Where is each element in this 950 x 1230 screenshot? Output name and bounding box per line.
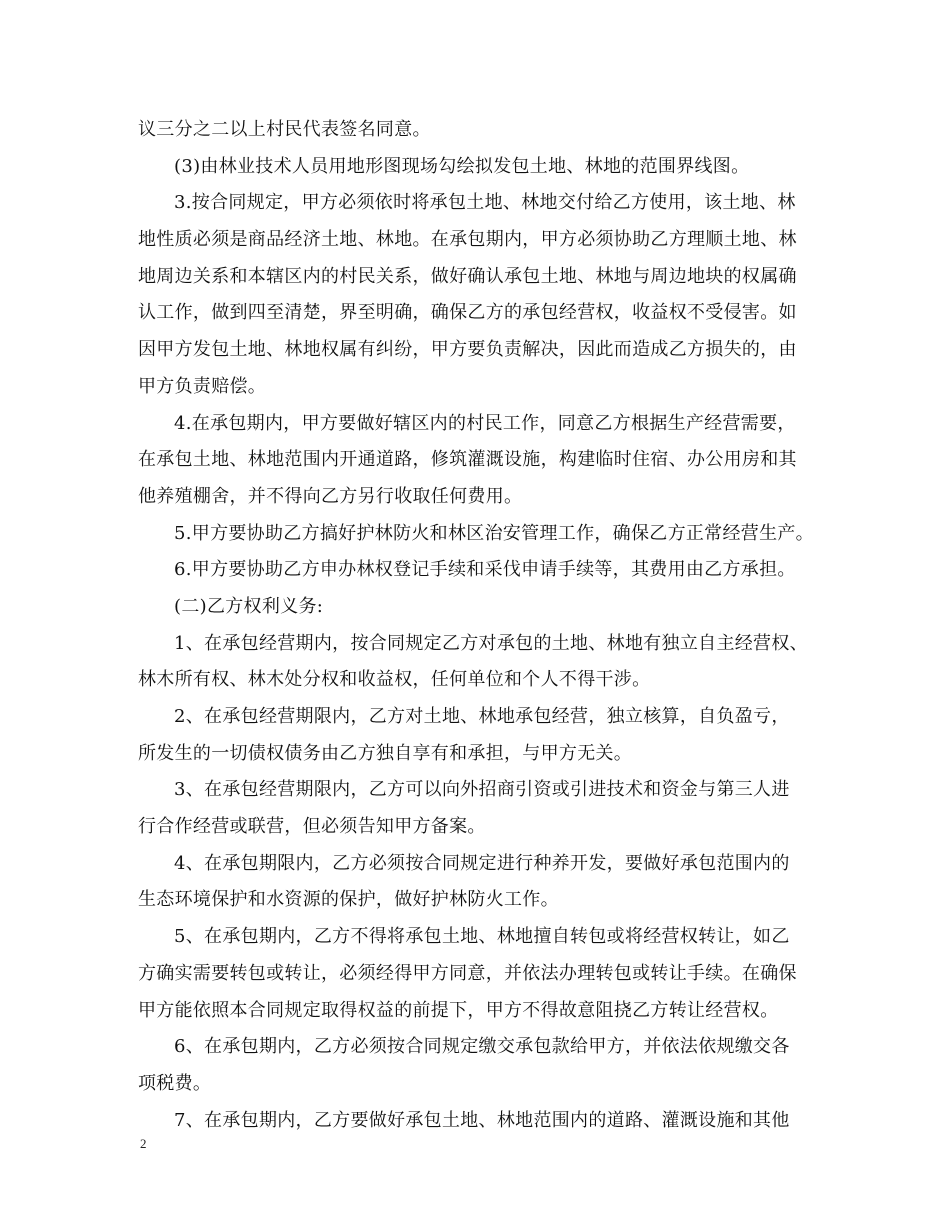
text-line: 5、在承包期内，乙方不得将承包土地、林地擅自转包或将经营权转让，如乙	[174, 926, 790, 948]
text-line: 甲方能依照本合同规定取得权益的前提下，甲方不得故意阻挠乙方转让经营权。	[138, 999, 779, 1021]
text-line: 议三分之二以上村民代表签名同意。	[138, 119, 431, 140]
text-line: 方确实需要转包或转让，必须经得甲方同意，并依法办理转包或转让手续。在确保	[138, 962, 797, 984]
text-line: 3.按合同规定，甲方必须依时将承包土地、林地交付给乙方使用，该土地、林	[174, 192, 796, 214]
text-line: 7、在承包期内，乙方要做好承包土地、林地范围内的道路、灌溉设施和其他	[174, 1109, 790, 1131]
text-line: 5.甲方要协助乙方搞好护林防火和林区治安管理工作，确保乙方正常经营生产。	[174, 522, 814, 544]
text-line: 1、在承包经营期内，按合同规定乙方对承包的土地、林地有独立自主经营权、	[174, 632, 808, 654]
text-line: 6、在承包期内，乙方必须按合同规定缴交承包款给甲方，并依法依规缴交各	[174, 1036, 790, 1058]
text-line: 3、在承包经营期限内，乙方可以向外招商引资或引进技术和资金与第三人进	[174, 779, 790, 801]
text-line: (二)乙方权利义务:	[174, 595, 324, 617]
text-line: 行合作经营或联营，但必须告知甲方备案。	[138, 816, 486, 838]
document-body	[138, 112, 828, 1139]
text-line: 2、在承包经营期限内，乙方对土地、林地承包经营，独立核算，自负盈亏，	[174, 706, 790, 727]
text-line: (3)由林业技术人员用地形图现场勾绘拟发包土地、林地的范围界线图。	[174, 155, 750, 177]
text-line: 因甲方发包土地、林地权属有纠纷，甲方要负责解决，因此而造成乙方损失的，由	[138, 339, 797, 361]
text-line: 4.在承包期内，甲方要做好辖区内的村民工作，同意乙方根据生产经营需要，	[174, 412, 796, 434]
text-line: 生态环境保护和水资源的保护，做好护林防火工作。	[138, 889, 559, 911]
text-line: 4、在承包期限内，乙方必须按合同规定进行种养开发，要做好承包范围内的	[174, 852, 790, 874]
text-line: 项税费。	[138, 1072, 212, 1094]
text-line: 甲方负责赔偿。	[138, 375, 267, 397]
text-line: 在承包土地、林地范围内开通道路，修筑灌溉设施，构建临时住宿、办公用房和其	[138, 449, 797, 471]
text-line: 地性质必须是商品经济土地、林地。在承包期内，甲方必须协助乙方理顺土地、林	[138, 229, 797, 251]
text-line: 认工作，做到四至清楚，界至明确，确保乙方的承包经营权，收益权不受侵害。如	[138, 302, 797, 324]
text-line: 地周边关系和本辖区内的村民关系，做好确认承包土地、林地与周边地块的权属确	[138, 265, 797, 287]
text-line: 林木所有权、林木处分权和收益权，任何单位和个人不得干涉。	[138, 669, 651, 691]
page-number: 2	[140, 1136, 147, 1151]
text-line: 所发生的一切债权债务由乙方独自享有和承担，与甲方无关。	[138, 742, 633, 764]
text-line: 他养殖棚舍，并不得向乙方另行收取任何费用。	[138, 485, 523, 507]
text-line: 6.甲方要协助乙方申办林权登记手续和采伐申请手续等，其费用由乙方承担。	[174, 559, 796, 581]
